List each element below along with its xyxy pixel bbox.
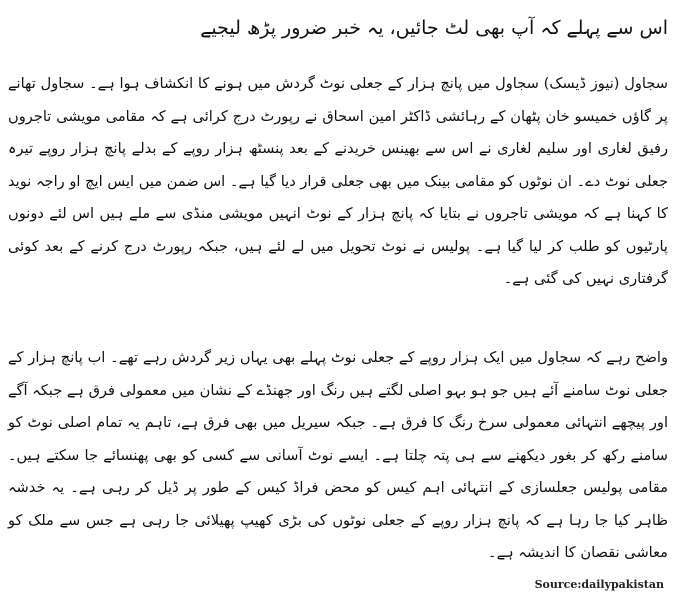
article-paragraph-1: سجاول (نیوز ڈیسک) سجاول میں پانچ ہزار کے جعلی نوٹ گردش میں ہونے کا انکشاف ہوا ہے۔ سجاول تھانے پر گاؤں خمیسو خان پٹھان کے رہائشی ڈاکٹر امین اسحاق نے رپورٹ درج کرائی ہے کہ مقامی مویشی تاجروں رفیق لغاری اور سلیم لغاری نے اس سے بھینس خریدنے کے بعد پنسٹھ ہزار روپے کے بدلے پانچ ہزار روپے تیرہ جعلی نوٹ دے۔ ان نوٹوں کو مقامی بینک میں بھی جعلی قرار دیا گیا ہے۔ اس ضمن میں ایس ایچ او راجہ نوید کا کہنا ہے کہ مویشی تاجروں نے بتایا کہ پانچ ہزار کے نوٹ انہیں مویشی منڈی سے ملے ہیں اس لئے دونوں پارٹیوں کو طلب کر لیا گیا ہے۔ پولیس نے نوٹ تحویل میں لے لئے ہیں، جبکہ رپورٹ درج کرنے کے بعد کوئی گرفتاری نہیں کی گئی ہے۔ <box>8 75 668 287</box>
article-paragraph-2: واضح رہے کہ سجاول میں ایک ہزار روپے کے جعلی نوٹ پہلے بھی یہاں زیر گردش رہے تھے۔ اب پانچ ہزار کے جعلی نوٹ سامنے آئے ہیں جو ہو بہو اصلی لگتے ہیں رنگ اور جھنڈے کے نشان میں معمولی فرق ہے جبکہ آگے اور پیچھے انتہائی معمولی سرخ رنگ کا فرق ہے۔ جبکہ سیریل میں بھی فرق ہے، تاہم یہ تمام اصلی نوٹ کو سامنے رکھ کر بغور دیکھنے سے ہی پتہ چلتا ہے۔ ایسے نوٹ آسانی سے کسی کو بھی پھنسائے جا سکتے ہیں۔ مقامی پولیس جعلسازی کے انتہائی اہم کیس کو محض فراڈ کیس کے طور پر ڈیل کر رہی ہے۔ یہ خدشہ ظاہر کیا جا رہا ہے کہ پانچ ہزار روپے کے جعلی نوٹوں کی بڑی کھیپ پھیلائی جا رہی ہے جس سے ملک کو معاشی نقصان کا اندیشہ ہے۔ <box>7 349 668 561</box>
source-credit: Source:dailypakistan <box>534 578 664 591</box>
article-headline: اس سے پہلے کہ آپ بھی لٹ جائیں، یہ خبر ضرور پڑھ لیجیے <box>200 17 668 39</box>
